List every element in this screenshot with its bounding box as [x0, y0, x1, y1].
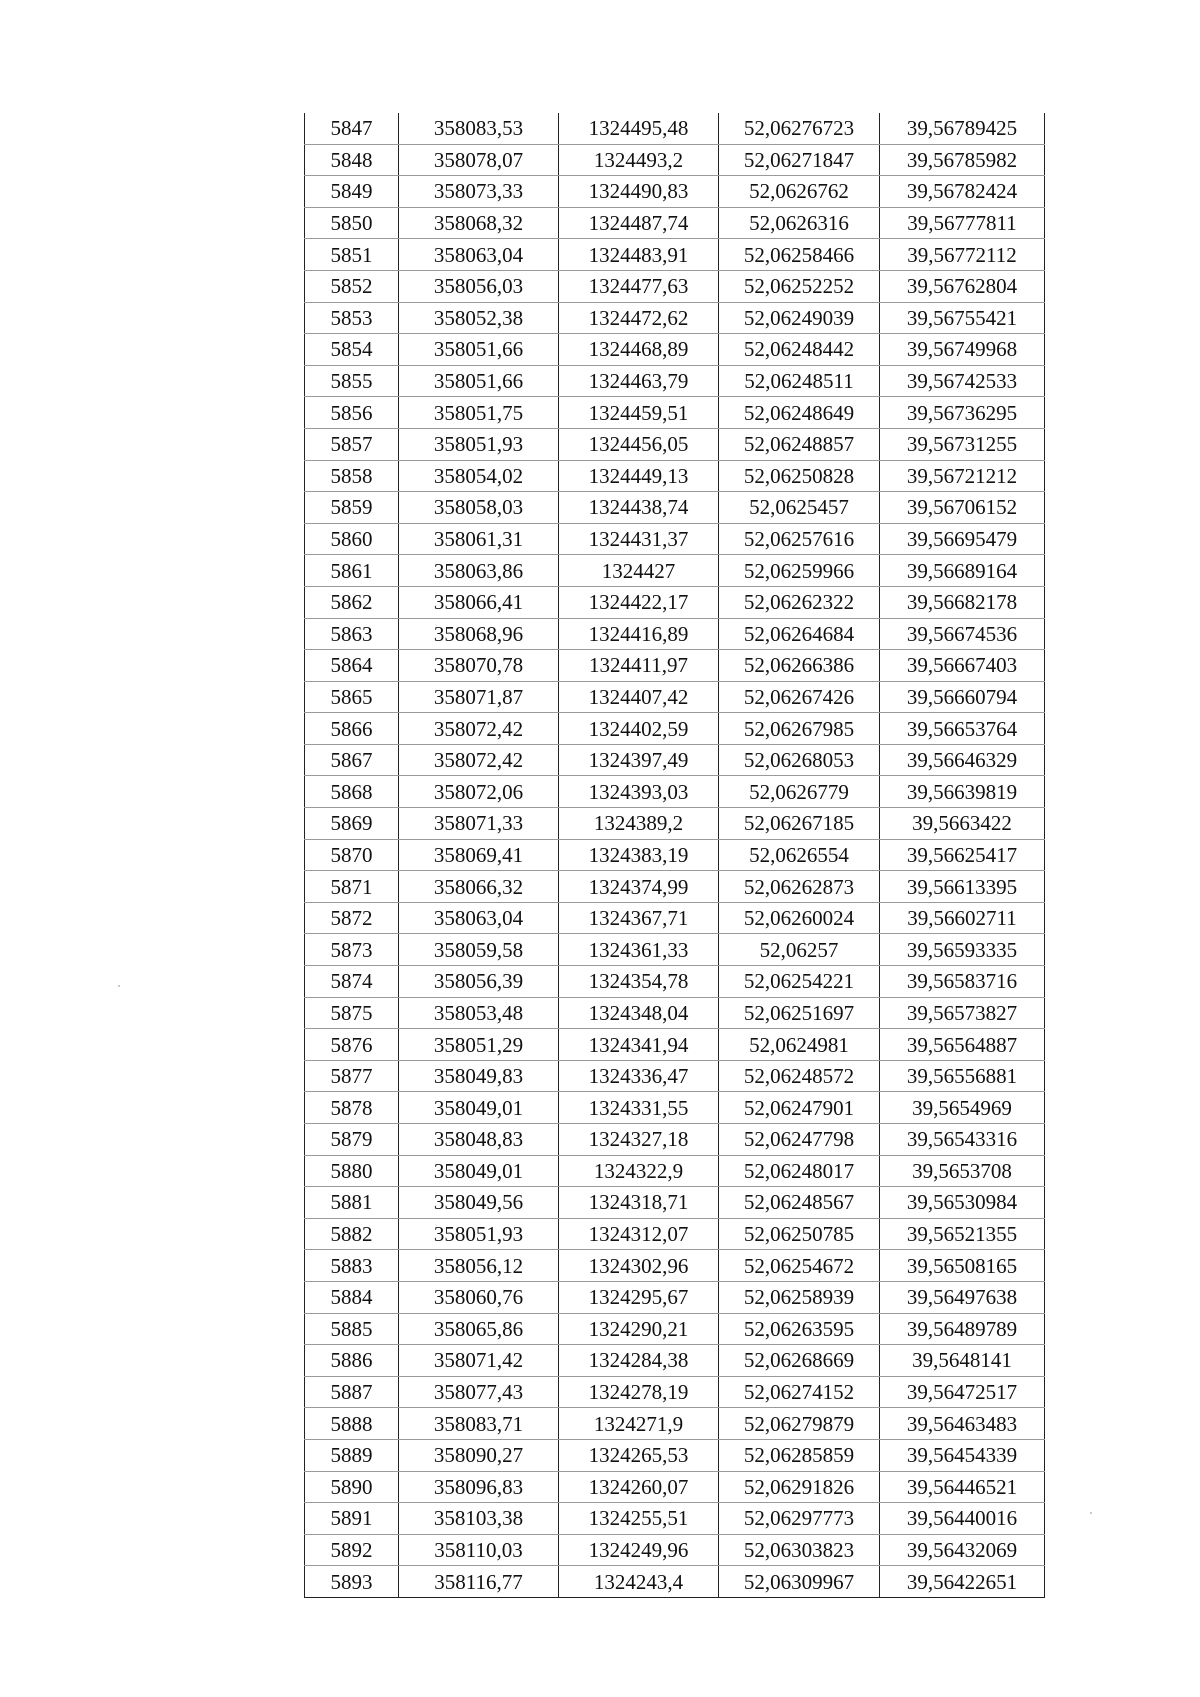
latitude-cell: 52,06249039 — [719, 302, 880, 334]
latitude-cell: 52,0626762 — [719, 176, 880, 208]
point-number-cell: 5851 — [305, 239, 399, 271]
longitude-cell: 39,56762804 — [880, 270, 1045, 302]
latitude-cell: 52,06260024 — [719, 902, 880, 934]
table-row — [305, 1281, 1045, 1313]
x-coordinate-cell: 358049,01 — [399, 1155, 559, 1187]
latitude-cell: 52,0626316 — [719, 207, 880, 239]
point-number-cell: 5859 — [305, 492, 399, 524]
table-row — [305, 744, 1045, 776]
table-row — [305, 1029, 1045, 1061]
point-number-cell: 5892 — [305, 1534, 399, 1566]
x-coordinate-cell: 358056,03 — [399, 270, 559, 302]
longitude-cell: 39,56646329 — [880, 744, 1045, 776]
x-coordinate-cell: 358090,27 — [399, 1439, 559, 1471]
table-row — [305, 713, 1045, 745]
table-row — [305, 239, 1045, 271]
latitude-cell: 52,06268053 — [719, 744, 880, 776]
table-row — [305, 650, 1045, 682]
table-row — [305, 523, 1045, 555]
table-row — [305, 1345, 1045, 1377]
table-row — [305, 270, 1045, 302]
x-coordinate-cell: 358054,02 — [399, 460, 559, 492]
y-coordinate-cell: 1324348,04 — [559, 997, 719, 1029]
longitude-cell: 39,56613395 — [880, 871, 1045, 903]
point-number-cell: 5866 — [305, 713, 399, 745]
y-coordinate-cell: 1324383,19 — [559, 839, 719, 871]
table-row — [305, 997, 1045, 1029]
latitude-cell: 52,06259966 — [719, 555, 880, 587]
longitude-cell: 39,56772112 — [880, 239, 1045, 271]
x-coordinate-cell: 358063,04 — [399, 902, 559, 934]
point-number-cell: 5887 — [305, 1376, 399, 1408]
longitude-cell: 39,56593335 — [880, 934, 1045, 966]
latitude-cell: 52,06267426 — [719, 681, 880, 713]
x-coordinate-cell: 358072,06 — [399, 776, 559, 808]
x-coordinate-cell: 358053,48 — [399, 997, 559, 1029]
point-number-cell: 5852 — [305, 270, 399, 302]
x-coordinate-cell: 358049,56 — [399, 1187, 559, 1219]
x-coordinate-cell: 358071,87 — [399, 681, 559, 713]
latitude-cell: 52,06267985 — [719, 713, 880, 745]
table-row — [305, 428, 1045, 460]
latitude-cell: 52,06258939 — [719, 1281, 880, 1313]
point-number-cell: 5862 — [305, 586, 399, 618]
longitude-cell: 39,56422651 — [880, 1566, 1045, 1598]
latitude-cell: 52,06264684 — [719, 618, 880, 650]
point-number-cell: 5864 — [305, 650, 399, 682]
longitude-cell: 39,56602711 — [880, 902, 1045, 934]
y-coordinate-cell: 1324341,94 — [559, 1029, 719, 1061]
point-number-cell: 5889 — [305, 1439, 399, 1471]
y-coordinate-cell: 1324483,91 — [559, 239, 719, 271]
y-coordinate-cell: 1324255,51 — [559, 1503, 719, 1535]
y-coordinate-cell: 1324290,21 — [559, 1313, 719, 1345]
table-row — [305, 207, 1045, 239]
longitude-cell: 39,56674536 — [880, 618, 1045, 650]
y-coordinate-cell: 1324472,62 — [559, 302, 719, 334]
table-row — [305, 586, 1045, 618]
y-coordinate-cell: 1324427 — [559, 555, 719, 587]
longitude-cell: 39,5653708 — [880, 1155, 1045, 1187]
latitude-cell: 52,06267185 — [719, 808, 880, 840]
x-coordinate-cell: 358051,66 — [399, 365, 559, 397]
latitude-cell: 52,06248572 — [719, 1060, 880, 1092]
y-coordinate-cell: 1324431,37 — [559, 523, 719, 555]
latitude-cell: 52,06248511 — [719, 365, 880, 397]
x-coordinate-cell: 358070,78 — [399, 650, 559, 682]
longitude-cell: 39,56530984 — [880, 1187, 1045, 1219]
point-number-cell: 5873 — [305, 934, 399, 966]
table-row — [305, 492, 1045, 524]
longitude-cell: 39,56782424 — [880, 176, 1045, 208]
y-coordinate-cell: 1324416,89 — [559, 618, 719, 650]
y-coordinate-cell: 1324367,71 — [559, 902, 719, 934]
y-coordinate-cell: 1324374,99 — [559, 871, 719, 903]
longitude-cell: 39,56731255 — [880, 428, 1045, 460]
latitude-cell: 52,06257 — [719, 934, 880, 966]
latitude-cell: 52,06291826 — [719, 1471, 880, 1503]
table-row — [305, 176, 1045, 208]
x-coordinate-cell: 358051,29 — [399, 1029, 559, 1061]
table-row — [305, 144, 1045, 176]
longitude-cell: 39,5648141 — [880, 1345, 1045, 1377]
point-number-cell: 5865 — [305, 681, 399, 713]
point-number-cell: 5863 — [305, 618, 399, 650]
table-row — [305, 902, 1045, 934]
x-coordinate-cell: 358056,12 — [399, 1250, 559, 1282]
longitude-cell: 39,56472517 — [880, 1376, 1045, 1408]
latitude-cell: 52,06248857 — [719, 428, 880, 460]
y-coordinate-cell: 1324243,4 — [559, 1566, 719, 1598]
x-coordinate-cell: 358061,31 — [399, 523, 559, 555]
coordinates-table-body — [305, 113, 1045, 1597]
x-coordinate-cell: 358049,83 — [399, 1060, 559, 1092]
longitude-cell: 39,56682178 — [880, 586, 1045, 618]
y-coordinate-cell: 1324389,2 — [559, 808, 719, 840]
latitude-cell: 52,06279879 — [719, 1408, 880, 1440]
table-row — [305, 1471, 1045, 1503]
longitude-cell: 39,56689164 — [880, 555, 1045, 587]
longitude-cell: 39,56749968 — [880, 334, 1045, 366]
point-number-cell: 5869 — [305, 808, 399, 840]
longitude-cell: 39,56463483 — [880, 1408, 1045, 1440]
x-coordinate-cell: 358069,41 — [399, 839, 559, 871]
y-coordinate-cell: 1324260,07 — [559, 1471, 719, 1503]
latitude-cell: 52,06251697 — [719, 997, 880, 1029]
longitude-cell: 39,56639819 — [880, 776, 1045, 808]
table-row — [305, 555, 1045, 587]
table-row — [305, 871, 1045, 903]
longitude-cell: 39,5663422 — [880, 808, 1045, 840]
longitude-cell: 39,56660794 — [880, 681, 1045, 713]
x-coordinate-cell: 358048,83 — [399, 1124, 559, 1156]
latitude-cell: 52,06297773 — [719, 1503, 880, 1535]
longitude-cell: 39,56454339 — [880, 1439, 1045, 1471]
x-coordinate-cell: 358083,71 — [399, 1408, 559, 1440]
latitude-cell: 52,06274152 — [719, 1376, 880, 1408]
longitude-cell: 39,56736295 — [880, 397, 1045, 429]
longitude-cell: 39,56573827 — [880, 997, 1045, 1029]
y-coordinate-cell: 1324456,05 — [559, 428, 719, 460]
y-coordinate-cell: 1324463,79 — [559, 365, 719, 397]
y-coordinate-cell: 1324490,83 — [559, 176, 719, 208]
longitude-cell: 39,56564887 — [880, 1029, 1045, 1061]
latitude-cell: 52,06248567 — [719, 1187, 880, 1219]
x-coordinate-cell: 358063,04 — [399, 239, 559, 271]
longitude-cell: 39,5654969 — [880, 1092, 1045, 1124]
point-number-cell: 5884 — [305, 1281, 399, 1313]
table-row — [305, 1155, 1045, 1187]
latitude-cell: 52,06247901 — [719, 1092, 880, 1124]
y-coordinate-cell: 1324422,17 — [559, 586, 719, 618]
longitude-cell: 39,56556881 — [880, 1060, 1045, 1092]
y-coordinate-cell: 1324411,97 — [559, 650, 719, 682]
latitude-cell: 52,06257616 — [719, 523, 880, 555]
point-number-cell: 5877 — [305, 1060, 399, 1092]
point-number-cell: 5890 — [305, 1471, 399, 1503]
y-coordinate-cell: 1324284,38 — [559, 1345, 719, 1377]
point-number-cell: 5854 — [305, 334, 399, 366]
x-coordinate-cell: 358116,77 — [399, 1566, 559, 1598]
longitude-cell: 39,56695479 — [880, 523, 1045, 555]
longitude-cell: 39,56508165 — [880, 1250, 1045, 1282]
point-number-cell: 5881 — [305, 1187, 399, 1219]
point-number-cell: 5870 — [305, 839, 399, 871]
table-row — [305, 365, 1045, 397]
x-coordinate-cell: 358051,75 — [399, 397, 559, 429]
latitude-cell: 52,06252252 — [719, 270, 880, 302]
y-coordinate-cell: 1324302,96 — [559, 1250, 719, 1282]
latitude-cell: 52,06262322 — [719, 586, 880, 618]
x-coordinate-cell: 358068,32 — [399, 207, 559, 239]
table-row — [305, 1060, 1045, 1092]
point-number-cell: 5872 — [305, 902, 399, 934]
table-row — [305, 1439, 1045, 1471]
table-row — [305, 839, 1045, 871]
x-coordinate-cell: 358051,93 — [399, 428, 559, 460]
x-coordinate-cell: 358051,93 — [399, 1218, 559, 1250]
x-coordinate-cell: 358068,96 — [399, 618, 559, 650]
point-number-cell: 5878 — [305, 1092, 399, 1124]
table-row — [305, 1313, 1045, 1345]
table-row — [305, 681, 1045, 713]
table-row — [305, 1376, 1045, 1408]
point-number-cell: 5876 — [305, 1029, 399, 1061]
longitude-cell: 39,56785982 — [880, 144, 1045, 176]
table-row — [305, 1503, 1045, 1535]
table-row — [305, 808, 1045, 840]
table-row — [305, 302, 1045, 334]
y-coordinate-cell: 1324495,48 — [559, 113, 719, 144]
point-number-cell: 5858 — [305, 460, 399, 492]
x-coordinate-cell: 358073,33 — [399, 176, 559, 208]
y-coordinate-cell: 1324468,89 — [559, 334, 719, 366]
table-row — [305, 113, 1045, 144]
latitude-cell: 52,06248017 — [719, 1155, 880, 1187]
x-coordinate-cell: 358078,07 — [399, 144, 559, 176]
longitude-cell: 39,56755421 — [880, 302, 1045, 334]
scan-speck — [1090, 1512, 1092, 1514]
table-row — [305, 934, 1045, 966]
table-row — [305, 618, 1045, 650]
point-number-cell: 5855 — [305, 365, 399, 397]
point-number-cell: 5861 — [305, 555, 399, 587]
longitude-cell: 39,56521355 — [880, 1218, 1045, 1250]
table-row — [305, 397, 1045, 429]
y-coordinate-cell: 1324278,19 — [559, 1376, 719, 1408]
point-number-cell: 5847 — [305, 113, 399, 144]
point-number-cell: 5857 — [305, 428, 399, 460]
x-coordinate-cell: 358058,03 — [399, 492, 559, 524]
latitude-cell: 52,06263595 — [719, 1313, 880, 1345]
table-row — [305, 1408, 1045, 1440]
x-coordinate-cell: 358066,41 — [399, 586, 559, 618]
x-coordinate-cell: 358071,33 — [399, 808, 559, 840]
point-number-cell: 5860 — [305, 523, 399, 555]
latitude-cell: 52,0626779 — [719, 776, 880, 808]
latitude-cell: 52,06250785 — [719, 1218, 880, 1250]
latitude-cell: 52,0624981 — [719, 1029, 880, 1061]
latitude-cell: 52,06262873 — [719, 871, 880, 903]
point-number-cell: 5893 — [305, 1566, 399, 1598]
longitude-cell: 39,56583716 — [880, 966, 1045, 998]
x-coordinate-cell: 358072,42 — [399, 744, 559, 776]
y-coordinate-cell: 1324336,47 — [559, 1060, 719, 1092]
x-coordinate-cell: 358065,86 — [399, 1313, 559, 1345]
y-coordinate-cell: 1324477,63 — [559, 270, 719, 302]
point-number-cell: 5850 — [305, 207, 399, 239]
y-coordinate-cell: 1324271,9 — [559, 1408, 719, 1440]
x-coordinate-cell: 358049,01 — [399, 1092, 559, 1124]
y-coordinate-cell: 1324331,55 — [559, 1092, 719, 1124]
point-number-cell: 5891 — [305, 1503, 399, 1535]
table-row — [305, 1534, 1045, 1566]
y-coordinate-cell: 1324249,96 — [559, 1534, 719, 1566]
point-number-cell: 5882 — [305, 1218, 399, 1250]
y-coordinate-cell: 1324327,18 — [559, 1124, 719, 1156]
y-coordinate-cell: 1324487,74 — [559, 207, 719, 239]
y-coordinate-cell: 1324361,33 — [559, 934, 719, 966]
latitude-cell: 52,06254672 — [719, 1250, 880, 1282]
y-coordinate-cell: 1324407,42 — [559, 681, 719, 713]
point-number-cell: 5879 — [305, 1124, 399, 1156]
point-number-cell: 5886 — [305, 1345, 399, 1377]
longitude-cell: 39,56440016 — [880, 1503, 1045, 1535]
longitude-cell: 39,56497638 — [880, 1281, 1045, 1313]
latitude-cell: 52,06268669 — [719, 1345, 880, 1377]
y-coordinate-cell: 1324402,59 — [559, 713, 719, 745]
x-coordinate-cell: 358103,38 — [399, 1503, 559, 1535]
latitude-cell: 52,06254221 — [719, 966, 880, 998]
latitude-cell: 52,06266386 — [719, 650, 880, 682]
x-coordinate-cell: 358072,42 — [399, 713, 559, 745]
point-number-cell: 5849 — [305, 176, 399, 208]
longitude-cell: 39,56789425 — [880, 113, 1045, 144]
table-row — [305, 1250, 1045, 1282]
latitude-cell: 52,06303823 — [719, 1534, 880, 1566]
point-number-cell: 5880 — [305, 1155, 399, 1187]
longitude-cell: 39,56667403 — [880, 650, 1045, 682]
latitude-cell: 52,06247798 — [719, 1124, 880, 1156]
table-row — [305, 334, 1045, 366]
x-coordinate-cell: 358077,43 — [399, 1376, 559, 1408]
scan-speck — [118, 985, 120, 987]
table-row — [305, 1187, 1045, 1219]
longitude-cell: 39,56721212 — [880, 460, 1045, 492]
point-number-cell: 5848 — [305, 144, 399, 176]
latitude-cell: 52,06248649 — [719, 397, 880, 429]
y-coordinate-cell: 1324393,03 — [559, 776, 719, 808]
latitude-cell: 52,06309967 — [719, 1566, 880, 1598]
latitude-cell: 52,0625457 — [719, 492, 880, 524]
table-row — [305, 1218, 1045, 1250]
x-coordinate-cell: 358056,39 — [399, 966, 559, 998]
point-number-cell: 5875 — [305, 997, 399, 1029]
longitude-cell: 39,56706152 — [880, 492, 1045, 524]
y-coordinate-cell: 1324438,74 — [559, 492, 719, 524]
point-number-cell: 5883 — [305, 1250, 399, 1282]
x-coordinate-cell: 358071,42 — [399, 1345, 559, 1377]
x-coordinate-cell: 358052,38 — [399, 302, 559, 334]
y-coordinate-cell: 1324322,9 — [559, 1155, 719, 1187]
x-coordinate-cell: 358083,53 — [399, 113, 559, 144]
coordinates-table — [304, 113, 1045, 1598]
point-number-cell: 5856 — [305, 397, 399, 429]
table-row — [305, 1092, 1045, 1124]
y-coordinate-cell: 1324312,07 — [559, 1218, 719, 1250]
point-number-cell: 5868 — [305, 776, 399, 808]
x-coordinate-cell: 358060,76 — [399, 1281, 559, 1313]
y-coordinate-cell: 1324318,71 — [559, 1187, 719, 1219]
x-coordinate-cell: 358063,86 — [399, 555, 559, 587]
latitude-cell: 52,06285859 — [719, 1439, 880, 1471]
point-number-cell: 5874 — [305, 966, 399, 998]
longitude-cell: 39,56653764 — [880, 713, 1045, 745]
longitude-cell: 39,56777811 — [880, 207, 1045, 239]
y-coordinate-cell: 1324449,13 — [559, 460, 719, 492]
x-coordinate-cell: 358110,03 — [399, 1534, 559, 1566]
point-number-cell: 5853 — [305, 302, 399, 334]
point-number-cell: 5871 — [305, 871, 399, 903]
y-coordinate-cell: 1324265,53 — [559, 1439, 719, 1471]
table-row — [305, 776, 1045, 808]
y-coordinate-cell: 1324295,67 — [559, 1281, 719, 1313]
x-coordinate-cell: 358051,66 — [399, 334, 559, 366]
y-coordinate-cell: 1324354,78 — [559, 966, 719, 998]
y-coordinate-cell: 1324459,51 — [559, 397, 719, 429]
longitude-cell: 39,56543316 — [880, 1124, 1045, 1156]
longitude-cell: 39,56625417 — [880, 839, 1045, 871]
y-coordinate-cell: 1324493,2 — [559, 144, 719, 176]
latitude-cell: 52,06276723 — [719, 113, 880, 144]
point-number-cell: 5888 — [305, 1408, 399, 1440]
x-coordinate-cell: 358096,83 — [399, 1471, 559, 1503]
point-number-cell: 5885 — [305, 1313, 399, 1345]
table-row — [305, 460, 1045, 492]
table-row — [305, 1124, 1045, 1156]
x-coordinate-cell: 358066,32 — [399, 871, 559, 903]
longitude-cell: 39,56489789 — [880, 1313, 1045, 1345]
longitude-cell: 39,56446521 — [880, 1471, 1045, 1503]
latitude-cell: 52,06258466 — [719, 239, 880, 271]
point-number-cell: 5867 — [305, 744, 399, 776]
longitude-cell: 39,56742533 — [880, 365, 1045, 397]
table-row — [305, 1566, 1045, 1598]
longitude-cell: 39,56432069 — [880, 1534, 1045, 1566]
latitude-cell: 52,06248442 — [719, 334, 880, 366]
latitude-cell: 52,06250828 — [719, 460, 880, 492]
latitude-cell: 52,0626554 — [719, 839, 880, 871]
y-coordinate-cell: 1324397,49 — [559, 744, 719, 776]
x-coordinate-cell: 358059,58 — [399, 934, 559, 966]
table-row — [305, 966, 1045, 998]
latitude-cell: 52,06271847 — [719, 144, 880, 176]
